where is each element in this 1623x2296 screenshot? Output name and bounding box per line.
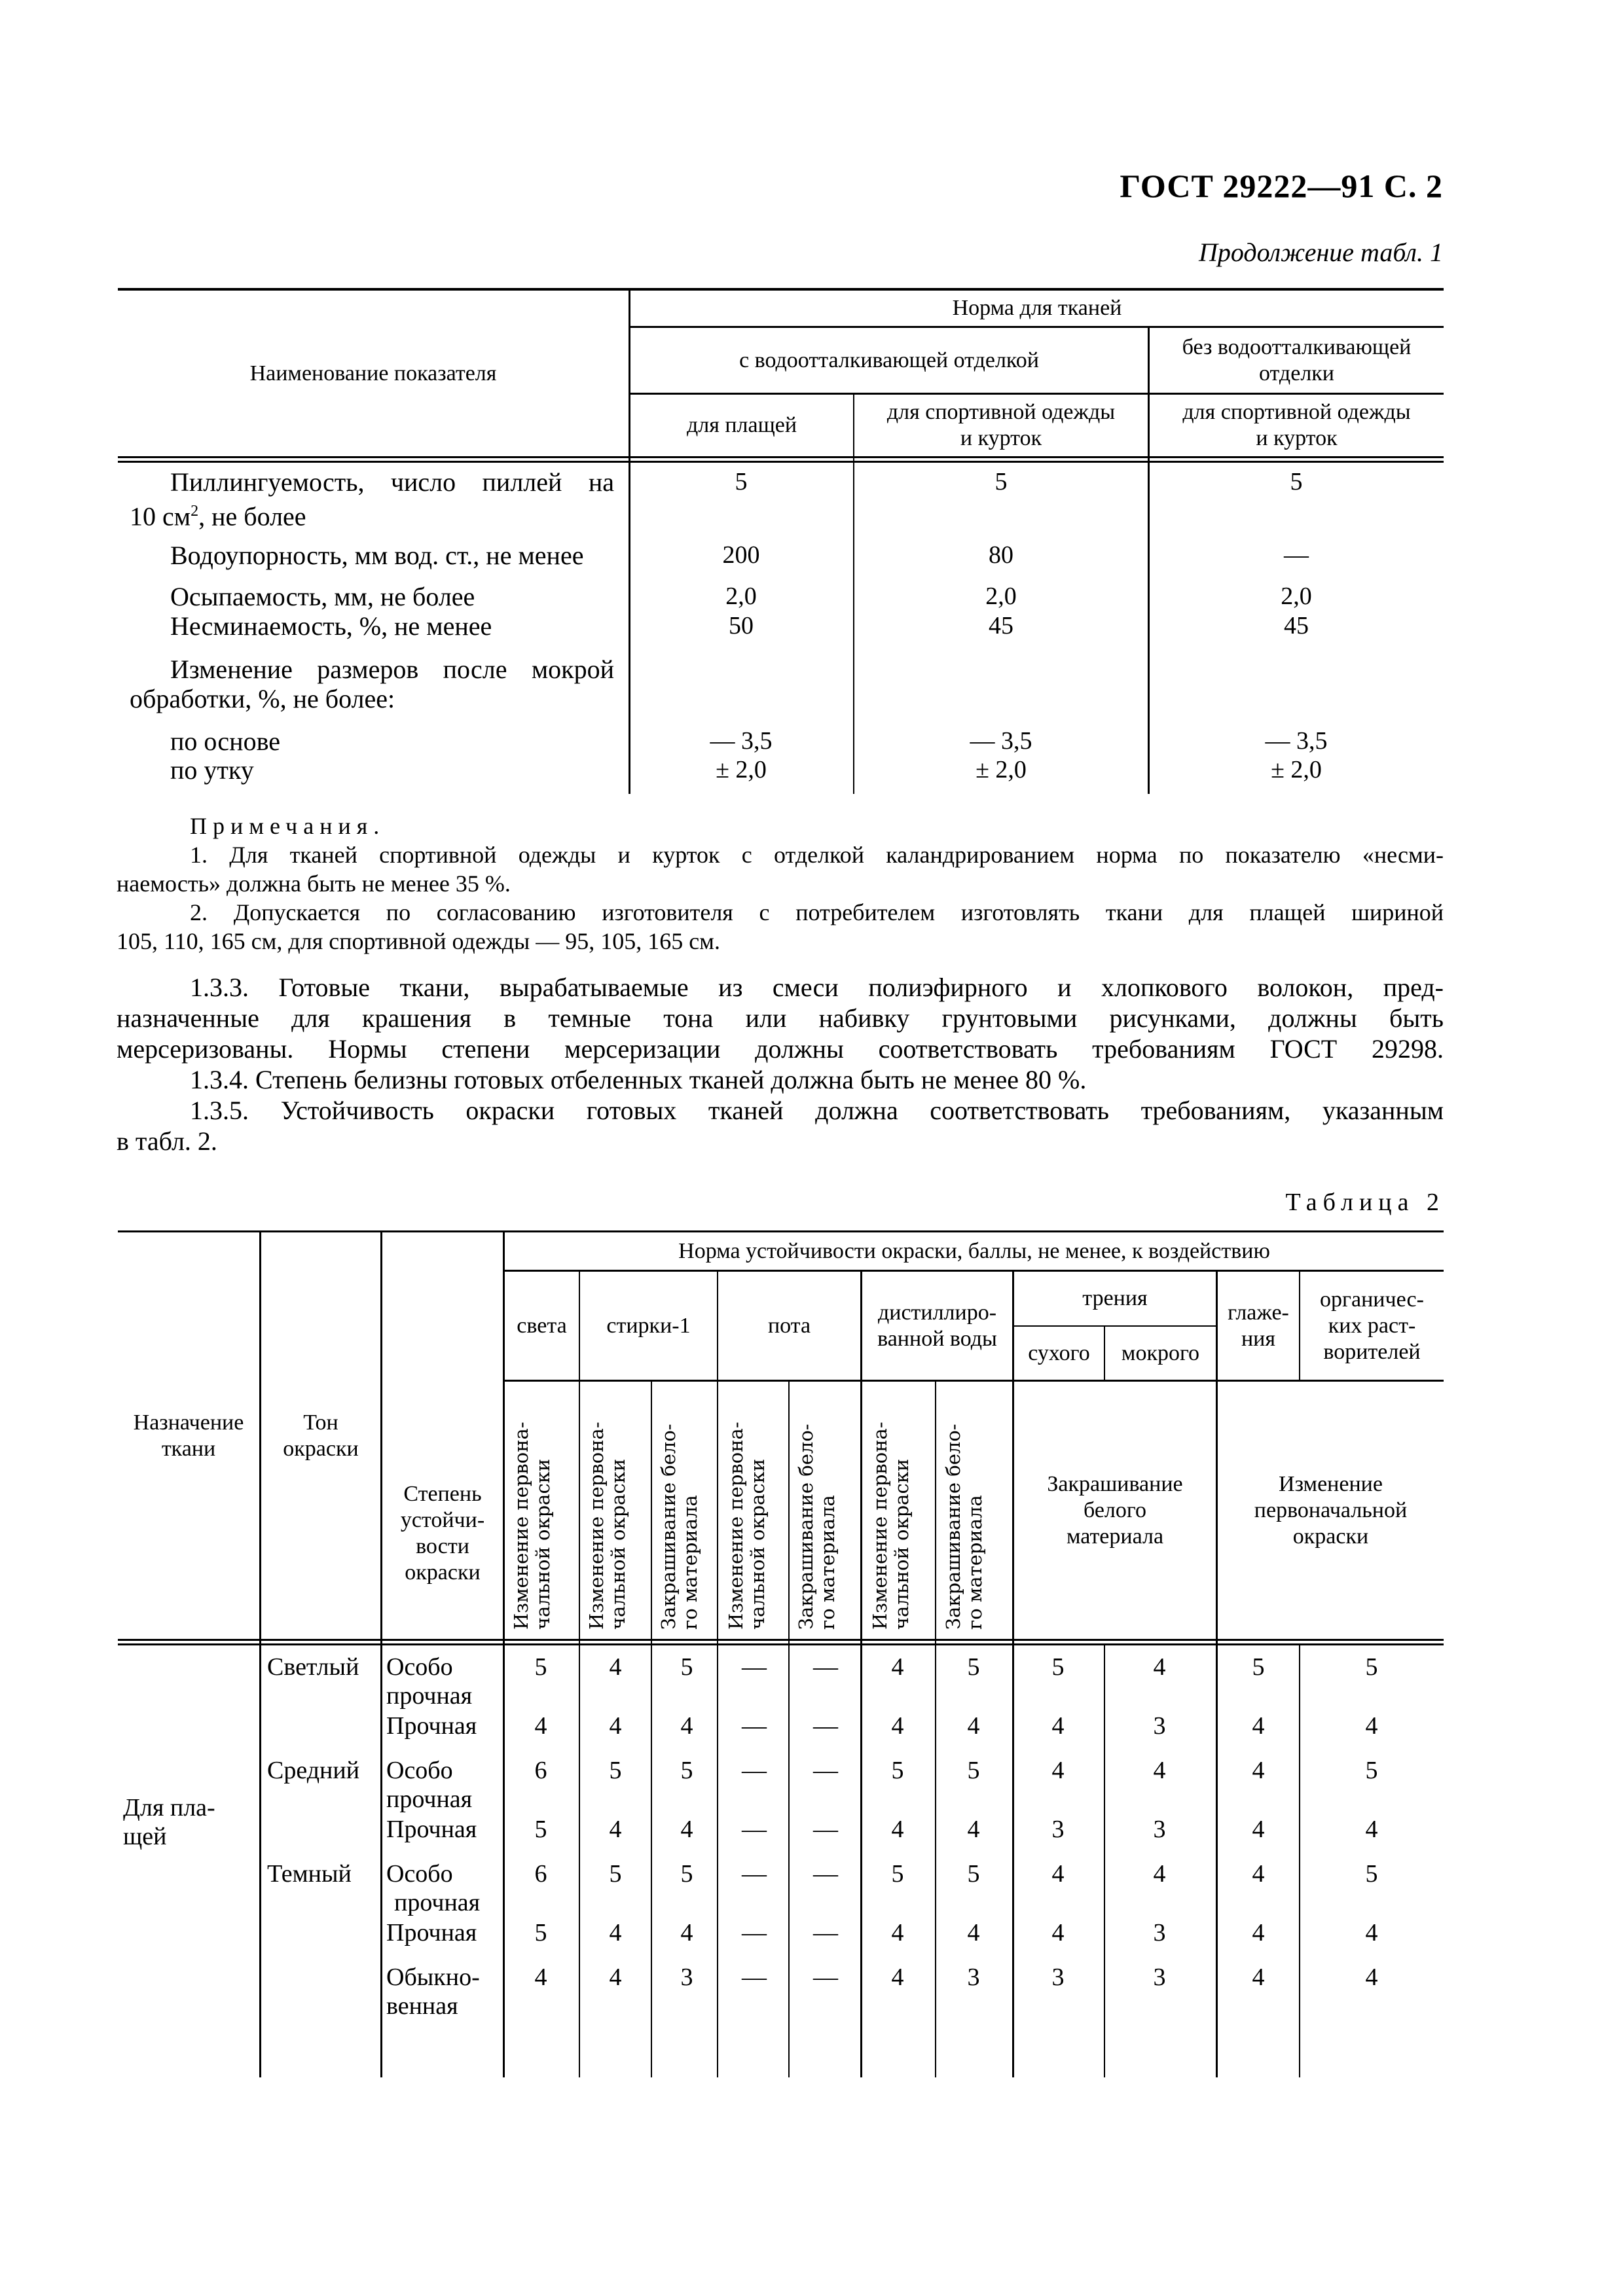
table2-value: 3	[1153, 1964, 1166, 1991]
table1-value: 2,0	[985, 583, 1017, 610]
table1-row-label: Пиллингуемость, число пиллей на	[170, 467, 614, 497]
paragraph-1-3-3-cont: назначенные для крашения в темные тона или набивку грунтовыми рисунками, должны быть	[117, 1003, 1444, 1033]
table2-rot-sweat-change: Изменение первона- чальной окраски	[725, 1422, 769, 1630]
table1-value: — 3,5	[1265, 727, 1328, 755]
table1-value: — 3,5	[970, 727, 1032, 755]
table1-row-label-cont: 10 $см^2$, не более	[130, 501, 306, 531]
table2-value: 3	[967, 1964, 980, 1991]
table2-header-tone: Тон окраски	[283, 1410, 359, 1461]
table2-value: 5	[680, 1757, 693, 1784]
table1-row-label: по утку	[170, 755, 254, 785]
paragraph-1-3-3: 1.3.3. Готовые ткани, вырабатываемые из смеси полиэфирного и хлопкового волокон, пред-	[190, 973, 1444, 1002]
table2-value: 4	[1051, 1712, 1065, 1740]
table2-rot-sweat-stain: Закрашивание бело- го материала	[795, 1424, 839, 1630]
table2-value: 4	[1153, 1653, 1166, 1681]
table2-header-purpose: Назначение ткани	[133, 1410, 244, 1461]
table2-purpose-cloaks: Для пла- щей	[123, 1794, 215, 1850]
table2-value: 4	[891, 1653, 904, 1681]
table2-value: 4	[609, 1919, 622, 1946]
table2-group-wash: стирки-1	[606, 1313, 691, 1338]
table1-value: 80	[989, 541, 1013, 569]
table2-value: 4	[609, 1964, 622, 1991]
table2-value: 5	[680, 1653, 693, 1681]
table2-value: 4	[1051, 1860, 1065, 1888]
table1-row-label: Изменение размеров после мокрой	[170, 655, 614, 684]
table2-value: —	[813, 1712, 838, 1740]
table2-iron-solv-subheader: Изменение первоначальной окраски	[1254, 1471, 1408, 1549]
table2-group-rub-wet: мокрого	[1121, 1340, 1200, 1365]
table2-col-divider	[1299, 1645, 1300, 2077]
table2-header-degree: Степень устойчи- вости окраски	[400, 1482, 485, 1585]
table2-value: 4	[1051, 1919, 1065, 1946]
table1-row-label: Осыпаемость, мм, не более	[170, 582, 475, 611]
paragraph-1-3-4: 1.3.4. Степень белизны готовых отбеленных тканей должна быть не менее 80 %.	[190, 1065, 1087, 1094]
table2-value: 4	[891, 1712, 904, 1740]
table1-row-label: Водоупорность, мм вод. ст., не менее	[170, 541, 584, 570]
table2-value: 4	[609, 1712, 622, 1740]
table2-degree: Прочная	[386, 1919, 477, 1946]
table2-value: 4	[680, 1712, 693, 1740]
table2-group-solvents: органичес- ких раст- ворителей	[1320, 1287, 1424, 1364]
table2-col-divider	[651, 1380, 652, 2077]
table2-value: 4	[1252, 1919, 1265, 1946]
table2-value: 3	[1051, 1964, 1065, 1991]
table2-value: 4	[1153, 1860, 1166, 1888]
table2-value: —	[742, 1653, 767, 1681]
table2-value: 5	[1365, 1757, 1378, 1784]
table2-value: —	[742, 1860, 767, 1888]
table2-value: 5	[609, 1860, 622, 1888]
table1-value: —	[1284, 541, 1309, 569]
table1-value: 50	[729, 612, 754, 639]
table1-value: 2,0	[1281, 583, 1312, 610]
table2-value: 5	[534, 1653, 547, 1681]
table2-col-divider	[788, 1380, 790, 2077]
table2-rot-wash-stain: Закрашивание бело- го материала	[657, 1424, 701, 1630]
table2-rot-wash-change: Изменение первона- чальной окраски	[585, 1422, 629, 1630]
table2-value: —	[742, 1757, 767, 1784]
table1-value: 5	[735, 468, 748, 495]
table1-header-norm: Норма для тканей	[952, 296, 1122, 320]
table2-value: —	[742, 1712, 767, 1740]
table2-degree: Прочная	[386, 1816, 477, 1843]
table2-value: 5	[534, 1816, 547, 1843]
table1-value: ± 2,0	[716, 756, 767, 783]
table2-value: 4	[680, 1919, 693, 1946]
table2-col-divider	[1104, 1645, 1105, 2077]
table2-value: 3	[1153, 1712, 1166, 1740]
table1-header-double-line	[118, 456, 1444, 458]
table2-value: 5	[967, 1757, 980, 1784]
table1-value: ± 2,0	[1271, 756, 1322, 783]
table1-subheader-sportswear-nofinish: для спортивной одежды и курток	[1182, 400, 1411, 450]
table2-header-norm: Норма устойчивости окраски, баллы, не менее, к воздействию	[678, 1238, 1270, 1263]
table2-value: —	[813, 1919, 838, 1946]
paragraph-1-3-5: 1.3.5. Устойчивость окраски готовых тканей должна соответствовать требованиям, указанным	[190, 1096, 1444, 1125]
table2-value: 5	[680, 1860, 693, 1888]
table1-header-with-finish: с водоотталкивающей отделкой	[739, 348, 1039, 372]
table2-value: 5	[1365, 1860, 1378, 1888]
table1-value: ± 2,0	[976, 756, 1027, 783]
table2-value: —	[813, 1653, 838, 1681]
note-2-cont: 105, 110, 165 см, для спортивной одежды — 95, 105, 165 см.	[117, 928, 720, 954]
table2-value: 5	[891, 1757, 904, 1784]
paragraph-1-3-3-cont: мерсеризованы. Нормы степени мерсеризации должны соответствовать требованиям ГОСТ 29298.	[117, 1034, 1444, 1064]
table1-value: — 3,5	[710, 727, 773, 755]
table2-value: 5	[1252, 1653, 1265, 1681]
table2-value: 4	[1252, 1816, 1265, 1843]
note-2: 2. Допускается по согласованию изготовителя с потребителем изготовлять ткани для плащей шириной	[190, 899, 1444, 925]
table1-header-double-line	[118, 461, 1444, 463]
table1-subheader-sportswear: для спортивной одежды и курток	[886, 400, 1116, 450]
table2-header-double-line	[118, 1643, 1444, 1645]
table2-value: 4	[1252, 1964, 1265, 1991]
table2-tone: Темный	[267, 1860, 352, 1888]
table2-group-iron: глаже- ния	[1228, 1300, 1289, 1351]
table2-rot-water-change: Изменение первона- чальной окраски	[869, 1422, 913, 1630]
table2-value: 5	[967, 1653, 980, 1681]
table2-value: 5	[609, 1757, 622, 1784]
table2-value: 3	[1153, 1919, 1166, 1946]
table2-value: 4	[891, 1816, 904, 1843]
paragraph-1-3-5-cont: в табл. 2.	[117, 1126, 217, 1156]
table2-value: 4	[1365, 1816, 1378, 1843]
table2-degree: Особо прочная	[386, 1860, 481, 1916]
table2-group-rub: трения	[1082, 1286, 1148, 1310]
table2-value: 6	[534, 1757, 547, 1784]
table2-group-light: света	[517, 1313, 567, 1338]
table2-value: 5	[1365, 1653, 1378, 1681]
table1-value: 200	[722, 541, 760, 569]
table2-group-water: дистиллиро- ванной воды	[877, 1300, 997, 1351]
table2-value: 5	[891, 1860, 904, 1888]
table2-value: 3	[1153, 1816, 1166, 1843]
table2-value: —	[813, 1964, 838, 1991]
table2-group-rub-dry: сухого	[1028, 1340, 1090, 1365]
table2-value: 4	[891, 1964, 904, 1991]
table2-rub-subheader: Закрашивание белого материала	[1047, 1471, 1183, 1549]
table2-value: 4	[1365, 1964, 1378, 1991]
table1-subheader-cloaks: для плащей	[686, 413, 797, 437]
table1-value: 45	[989, 612, 1013, 639]
table2-value: 4	[1051, 1757, 1065, 1784]
table2-value: 5	[1051, 1653, 1065, 1681]
table1-value: 45	[1284, 612, 1309, 639]
table2-value: 4	[967, 1919, 980, 1946]
table2-value: 6	[534, 1860, 547, 1888]
table1-row-label-cont: обработки, %, не более:	[130, 684, 395, 713]
table2-rot-water-stain: Закрашивание бело- го материала	[942, 1424, 986, 1630]
table1-value: 5	[1290, 468, 1303, 495]
table2-value: 5	[967, 1860, 980, 1888]
table2-value: —	[742, 1964, 767, 1991]
notes-heading: Примечания.	[190, 813, 386, 839]
page-header-title: ГОСТ 29222—91 С. 2	[1120, 168, 1443, 204]
table2-value: 5	[534, 1919, 547, 1946]
table2-value: 4	[1365, 1919, 1378, 1946]
table2-value: 4	[534, 1964, 547, 1991]
table2-value: 4	[609, 1816, 622, 1843]
table-continuation-label: Продолжение табл. 1	[1198, 238, 1443, 267]
table2-value: —	[813, 1757, 838, 1784]
table2-col-divider	[579, 1270, 580, 2077]
table2-value: 4	[967, 1712, 980, 1740]
table2-col-divider	[860, 1270, 862, 2077]
table2-header-double-line	[118, 1639, 1444, 1641]
table2-value: 4	[534, 1712, 547, 1740]
table2-value: 4	[1153, 1757, 1166, 1784]
table2-value: 4	[967, 1816, 980, 1843]
table2-rot-light-change: Изменение первона- чальной окраски	[510, 1422, 554, 1630]
table2-degree: Прочная	[386, 1712, 477, 1740]
table2-value: 4	[891, 1919, 904, 1946]
table2-degree: Особо прочная	[386, 1653, 473, 1710]
table1-row-label: по основе	[170, 726, 280, 756]
table2-value: 4	[1252, 1712, 1265, 1740]
table1-value: 2,0	[725, 583, 757, 610]
note-1: 1. Для тканей спортивной одежды и курток с отделкой каландрированием норма по показателю «несми-	[190, 842, 1444, 868]
table2-degree: Особо прочная	[386, 1757, 473, 1813]
table2-value: 4	[609, 1653, 622, 1681]
table2-caption: Таблица 2	[1285, 1189, 1445, 1216]
table2-col-divider	[935, 1380, 936, 2077]
table1-row-label: Несминаемость, %, не менее	[170, 611, 492, 641]
table2-value: —	[813, 1860, 838, 1888]
table2-value: 3	[1051, 1816, 1065, 1843]
table2-tone: Светлый	[267, 1653, 359, 1681]
table1-value: 5	[994, 468, 1008, 495]
table2-value: 4	[1365, 1712, 1378, 1740]
table2-value: —	[813, 1816, 838, 1843]
table2-value: —	[742, 1919, 767, 1946]
table2-tone: Средний	[267, 1757, 360, 1784]
table2-value: 3	[680, 1964, 693, 1991]
table2-degree: Обыкно- венная	[386, 1964, 480, 2020]
table2-value: —	[742, 1816, 767, 1843]
table2-group-sweat: пота	[767, 1313, 811, 1338]
note-1-cont: наемость» должна быть не менее 35 %.	[117, 870, 511, 897]
table2-value: 4	[680, 1816, 693, 1843]
table2-value: 4	[1252, 1860, 1265, 1888]
table2-value: 4	[1252, 1757, 1265, 1784]
table1-header-without-finish: без водоотталкивающей отделки	[1182, 334, 1412, 386]
table1-header-name: Наименование показателя	[249, 361, 497, 386]
